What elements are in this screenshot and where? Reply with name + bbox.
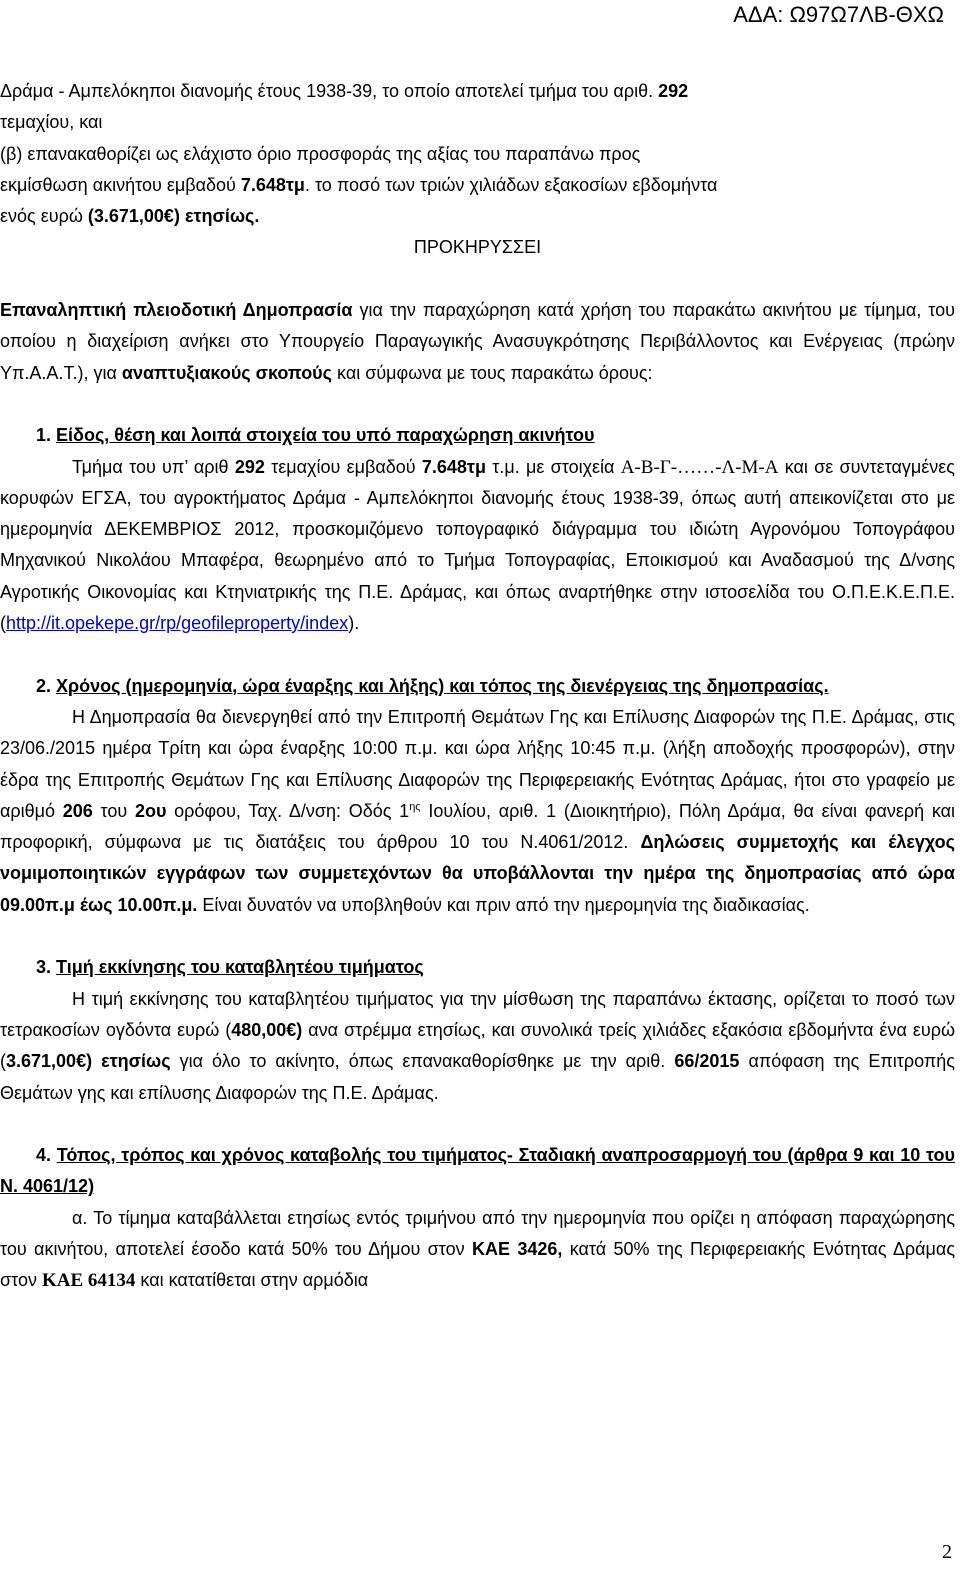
- s1-text: - Αμπελόκηποι διανομής έτους 1938-39, όπως αυτή απεικονίζεται στο με ημερομηνία: [0, 487, 955, 540]
- ada-code: ΑΔΑ: Ω97Ω7ΛΒ-ΘΧΩ: [733, 2, 944, 27]
- s3-text: ράμας.: [383, 1082, 439, 1103]
- s1-area: 7.648τμ: [421, 456, 486, 477]
- s2-text: του: [92, 800, 135, 821]
- intro-paragraph: [0, 76, 955, 232]
- s1-text: τ.μ. με στοιχεία: [485, 456, 621, 477]
- s1-plot: 292: [234, 456, 265, 477]
- s2-text: Δ: [89, 706, 102, 727]
- participation-notice: Δηλώσεις συμμετοχής και έλεγχος νομιμοποιητικών εγγράφων των συμμετεχόντων θα υποβάλλονται την ημέρα της δημοπρασίας από ώρα 09.00π.μ έως 10.00π.μ.: [0, 832, 955, 915]
- s2-text: Δ: [693, 706, 706, 727]
- s1-text: τεμαχίου εμβαδού: [264, 456, 422, 477]
- floor-number: 2ου: [134, 800, 167, 821]
- s1-text: ράμας, και όπως αναρτήθηκε στην ιστοσελίδα του Ο.Π.Ε.Κ.Ε.Π.Ε. (: [0, 581, 955, 634]
- section-title: Είδος, θέση και λοιπά στοιχεία του υπό παραχώρηση ακινήτου: [56, 425, 595, 446]
- s2-text: Δ: [398, 769, 411, 790]
- section-1-body: [0, 452, 955, 640]
- auction-type: Επαναληπτική πλειοδοτική Δημοπρασία: [0, 300, 353, 321]
- office-number: 206: [62, 800, 93, 821]
- s1-text: Τμήμα του υπ’ αριθ: [72, 456, 235, 477]
- section-3-body: [0, 984, 955, 1109]
- s1-text: /νσης Αγροτικής Οικονομίας και Κτηνιατρικής της Π.Ε.: [0, 550, 955, 602]
- section-number: 1.: [36, 425, 52, 446]
- intro-line-2: τεμαχίου, και: [0, 112, 103, 133]
- s2-text: ορόφου, Ταχ.: [166, 800, 289, 821]
- section-title: Χρόνος (ημερομηνία, ώρα έναρξης και λήξης) και τόπος της διενέργειας της δημοπρασίας.: [56, 675, 829, 696]
- area-value: 7.648τμ: [240, 174, 305, 195]
- section-title: Τόπος, τρόπος και χρόνος καταβολής του τιμήματος- Σταδιακή αναπροσαρμογή του (άρθρα 9 και 10 του Ν. 4061/12): [0, 1145, 955, 1197]
- s2-text: Δ: [569, 800, 582, 821]
- s4-text: ράμας στον: [0, 1238, 955, 1291]
- section-4-body: [0, 1203, 955, 1297]
- s3-text: Δ: [371, 1082, 384, 1103]
- auction-paragraph: [0, 295, 955, 389]
- spacer: [0, 264, 955, 295]
- s4-text: και κατατίθεται στην αρμόδια: [135, 1270, 369, 1291]
- s1-text: ΔΕΚΕΜΒΡΙΟΣ: [104, 519, 222, 540]
- section-title: Τιμή εκκίνησης του καταβλητέου τιμήματος: [56, 957, 424, 978]
- spacer: [0, 389, 955, 420]
- intro-line-3: (β) επανακαθορίζει ως ελάχιστο όριο προσφοράς της αξίας του παραπάνω προς: [0, 143, 641, 164]
- s2-text: /νση: Οδός 1: [300, 800, 410, 821]
- s1-text: Δ: [899, 550, 912, 571]
- s4-text: Δ: [368, 1238, 381, 1259]
- opekepe-link[interactable]: http://it.opekepe.gr/rp/geofileproperty/index: [6, 613, 349, 634]
- auction-text-1: για την παραχώρηση κατά χρήση του παρακάτω ακινήτου με τίμημα, του οποίου η διαχείριση ανήκει στο Υπουργείο Παραγωγικής Ανασυγκρότησης Περιβάλλοντος και Ενέργειας (πρώην Υπ.Α.Α.Τ.), για: [0, 300, 955, 383]
- annual-total: 3.671,00€) ετησίως: [6, 1051, 171, 1072]
- s3-text: ανα στρέμμα ετησίως, και συνολικά τρείς χιλιάδες εξακόσια εβδομήντα ένα ευρώ (: [0, 1019, 955, 1072]
- s4-text: Δ: [892, 1238, 905, 1259]
- proclaims-heading: ΠΡΟΚΗΡΥΣΣΕΙ: [413, 237, 542, 258]
- s1-vertices: Α-Β-Γ-……-Λ-Μ-Α: [620, 456, 779, 478]
- s1-text: και σε συντεταγμένες κορυφών ΕΓΣΑ, του αγροκτήματος: [0, 456, 955, 508]
- s2-text: Δ: [727, 800, 740, 821]
- s2-text: ιαφορών της Περιφερειακής Ενότητας: [410, 769, 721, 790]
- s2-text: ράμας, ήτοι στο γραφείο με αριθμό: [0, 769, 956, 821]
- page-number: 2: [942, 1541, 952, 1563]
- s3-text: ιαφορών της Π.Ε.: [227, 1082, 372, 1103]
- s2-text: Ιουλίου, αριθ. 1 (: [420, 800, 570, 821]
- s2-text: Δ: [720, 769, 733, 790]
- auction-purpose: αναπτυξιακούς σκοπούς: [121, 362, 333, 383]
- document-body: [0, 76, 955, 1297]
- s1-text: Δ: [400, 581, 413, 602]
- intro-line-4a: εκμίσθωση ακινήτου εμβαδού: [0, 174, 241, 195]
- intro-line-1: Δράμα - Αμπελόκηποι διανομής έτους 1938-39, το οποίο αποτελεί τμήμα του αριθ.: [0, 81, 659, 101]
- section-2-body: [0, 702, 955, 921]
- price-per-stremma: 480,00€): [231, 1019, 303, 1040]
- s2-text: ημοπρασία θα διενεργηθεί από την Επιτροπή Θεμάτων Γης και Επίλυσης: [101, 706, 694, 727]
- section-1-heading: [0, 420, 955, 451]
- intro-line-4c: . το ποσό των τριών χιλιάδων εξακοσίων εβδομήντα: [304, 174, 718, 195]
- s2-text: ιοικητήριο), Πόλη: [581, 800, 728, 821]
- section-number: 2.: [36, 675, 52, 696]
- s3-text: Δ: [215, 1082, 228, 1103]
- s1-text: ).: [348, 613, 360, 634]
- s1-text: 2012, προσκομιζόμενο τοπογραφικό διάγραμμα του ιδιώτη Αγρονόμου Τοπογράφου Μηχανικού Νικολάου Μπαφέρα, θεωρημένο από το Τμήμα Τοπογραφίας, Εποικισμού και Αναδασμού της: [0, 519, 956, 571]
- s2-text: Δ: [851, 706, 864, 727]
- spacer: [0, 921, 955, 952]
- s3-text: απόφαση της Επιτροπής Θεμάτων γης και επίλυσης: [0, 1051, 955, 1103]
- s2-text: ράμας, στις 23/06./2015 ημέρα Τρίτη και ώρα έναρξης 10:00 π.μ. και ώρα λήξης 10:45 π.μ. (λήξη αποδοχής προσφορών), στην έδρα της Επιτροπής Θεμάτων Γης και Επίλυσης: [0, 706, 956, 790]
- s2-text: Η: [72, 706, 90, 727]
- s2-text: ιαφορών της Π.Ε.: [705, 706, 852, 727]
- s1-text: Δράμα: [292, 487, 347, 508]
- kae-code-1: ΚΑΕ 3426,: [472, 1238, 563, 1259]
- s2-text: ράμα, θα είναι φανερή και προφορική, σύμφωνα με τις διατάξεις του άρθρου 10 του Ν.4061/2012.: [0, 800, 956, 853]
- s3-text: για όλο το ακίνητο, όπως επανακαθορίσθηκε με την αριθ.: [170, 1051, 675, 1072]
- s4-text: κατά 50% της Περιφερειακής Ενότητας: [562, 1238, 893, 1259]
- plot-number: 292: [658, 81, 689, 101]
- annual-amount: (3.671,00€) ετησίως.: [87, 206, 260, 227]
- spacer: [0, 639, 955, 670]
- spacer: [0, 1109, 955, 1140]
- s2-text: Είναι δυνατόν να υποβληθούν και πριν από την ημερομηνία της διαδικασίας.: [197, 894, 810, 915]
- section-3-heading: [0, 952, 955, 983]
- intro-line-5a: ενός ευρώ: [0, 206, 88, 227]
- ordinal-suffix: ης: [409, 800, 421, 813]
- decision-number: 66/2015: [674, 1051, 740, 1072]
- section-2-heading: [0, 671, 955, 702]
- s3-text: Η τιμή εκκίνησης του καταβλητέου τιμήματος για την μίσθωση της παραπάνω έκτασης, ορίζεται το ποσό των τετρακοσίων ογδόντα ευρώ (: [0, 988, 955, 1040]
- section-number: 4.: [36, 1145, 52, 1166]
- auction-text-2: και σύμφωνα με τους παρακάτω όρους:: [332, 362, 653, 383]
- kae-code-2: ΚΑΕ 64134: [41, 1270, 136, 1292]
- section-number: 3.: [36, 957, 52, 978]
- section-4-heading: [0, 1140, 955, 1203]
- s2-text: Δ: [288, 800, 301, 821]
- s4-text: α. Το τίμημα καταβάλλεται ετησίως εντός τριμήνου από την ημερομηνία που ορίζει η απόφαση παραχώρησης του ακινήτου, αποτελεί έσοδο κατά 50% του: [0, 1207, 955, 1259]
- s4-text: ήμου στον: [380, 1238, 473, 1259]
